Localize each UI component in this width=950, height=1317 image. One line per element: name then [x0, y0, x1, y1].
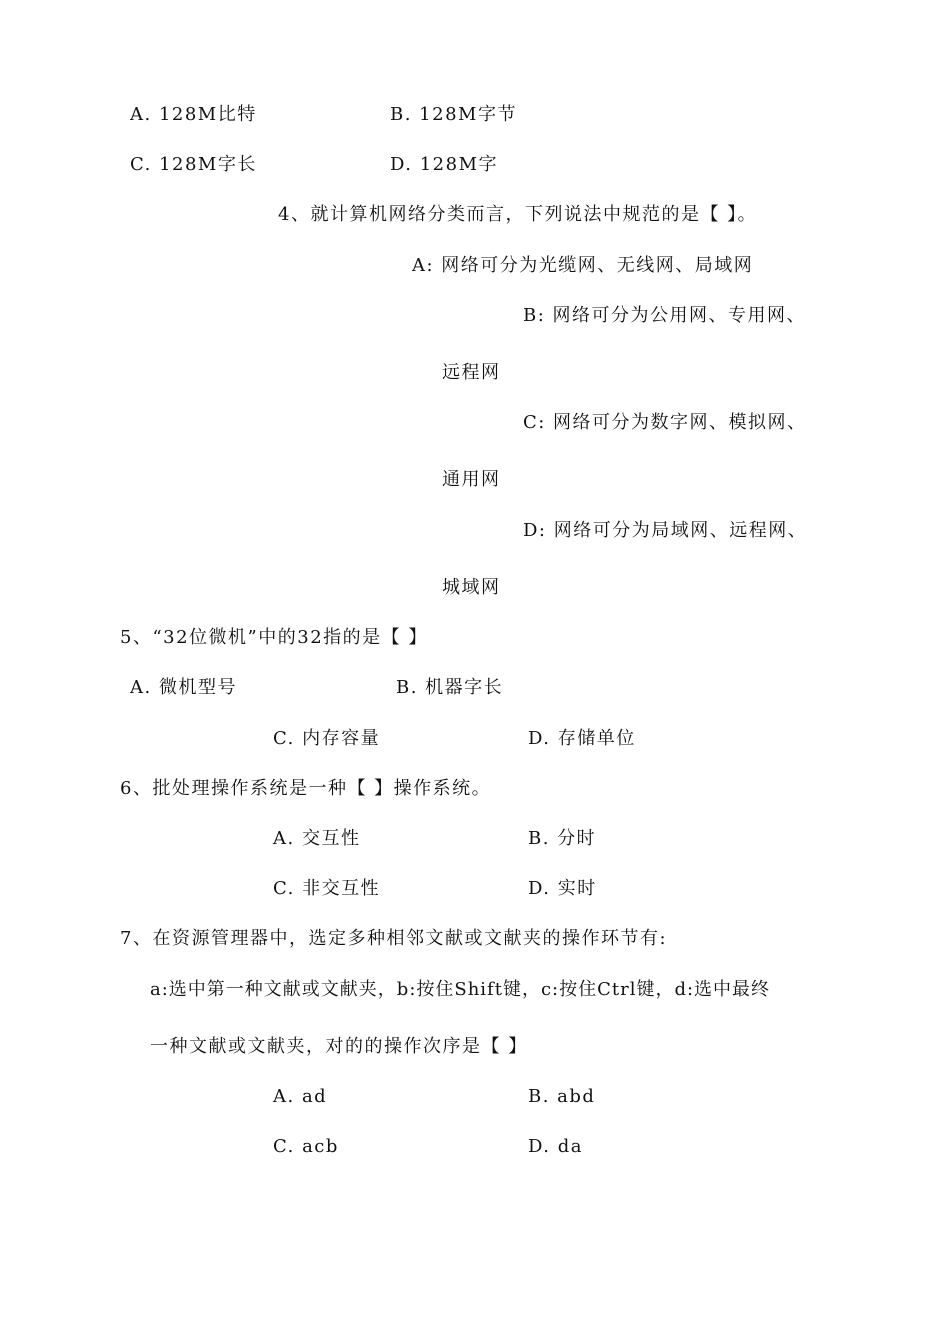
q4-option-d-cont: 城域网	[442, 577, 501, 598]
q7-body-line1: a:选中第一种文献或文献夹，b:按住Shift键，c:按住Ctrl键，d:选中最终	[150, 979, 771, 1000]
q3-option-a: A. 128M比特	[130, 104, 257, 125]
q5-option-b: B. 机器字长	[396, 677, 504, 698]
q5-option-c: C. 内存容量	[273, 728, 381, 749]
q3-option-d: D. 128M字	[390, 154, 499, 175]
q7-option-a: A. ad	[273, 1086, 328, 1107]
q7-body-line2: 一种文献或文献夹，对的的操作次序是【 】	[150, 1036, 528, 1057]
q4-option-c: C: 网络可分为数字网、模拟网、	[523, 412, 807, 433]
q6-stem: 6、批处理操作系统是一种【 】操作系统。	[120, 778, 492, 799]
q5-option-d: D. 存储单位	[528, 728, 636, 749]
q5-stem: 5、“32位微机”中的32指的是【 】	[120, 627, 428, 648]
q3-option-c: C. 128M字长	[130, 154, 257, 175]
q4-option-a: A: 网络可分为光缆网、无线网、局域网	[412, 255, 754, 276]
q4-option-b: B: 网络可分为公用网、专用网、	[523, 305, 807, 326]
q4-option-b-cont: 远程网	[442, 362, 501, 383]
q4-option-c-cont: 通用网	[442, 469, 501, 490]
q6-option-d: D. 实时	[528, 878, 597, 899]
q6-option-c: C. 非交互性	[273, 878, 381, 899]
q3-option-b: B. 128M字节	[390, 104, 517, 125]
q7-option-d: D. da	[528, 1136, 583, 1157]
q7-option-c: C. acb	[273, 1136, 339, 1157]
q6-option-b: B. 分时	[528, 828, 597, 849]
q7-stem: 7、在资源管理器中，选定多种相邻文献或文献夹的操作环节有:	[120, 928, 668, 949]
q5-option-a: A. 微机型号	[130, 677, 237, 698]
q6-option-a: A. 交互性	[273, 828, 361, 849]
q4-option-d: D: 网络可分为局域网、远程网、	[523, 520, 808, 541]
q4-stem: 4、就计算机网络分类而言，下列说法中规范的是【 】。	[278, 204, 758, 225]
q7-option-b: B. abd	[528, 1086, 596, 1107]
